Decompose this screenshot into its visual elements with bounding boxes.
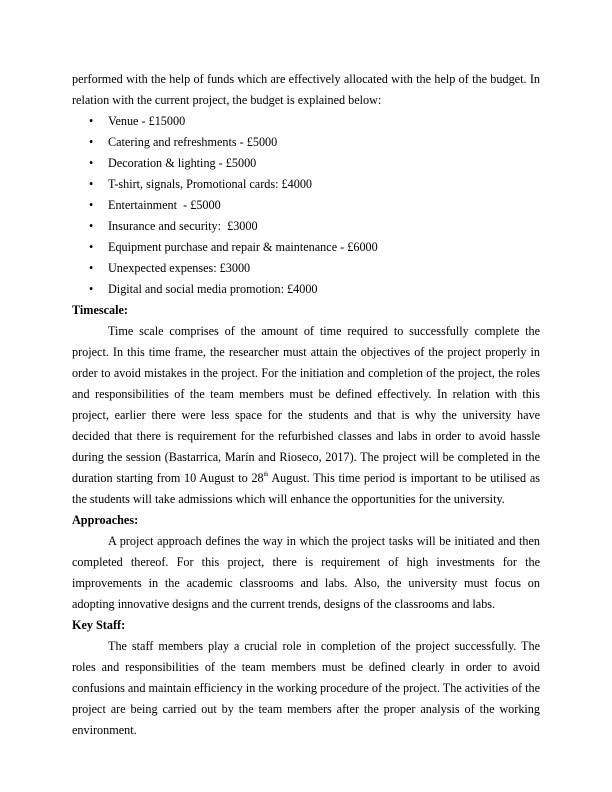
- timescale-heading: Timescale:: [72, 303, 128, 317]
- list-item: • Digital and social media promotion: £4000: [72, 279, 540, 300]
- bullet-icon: •: [89, 156, 94, 170]
- list-item: • T-shirt, signals, Promotional cards: £4000: [72, 174, 540, 195]
- approaches-heading: Approaches:: [72, 513, 139, 527]
- bullet-icon: •: [89, 240, 94, 254]
- bullet-icon: •: [89, 261, 94, 275]
- key-staff-heading: Key Staff:: [72, 618, 126, 632]
- list-item: • Unexpected expenses: £3000: [72, 258, 540, 279]
- key-staff-paragraph: The staff members play a crucial role in completion of the project successfully. The roles and responsibilities of the team members must be defined clearly in order to avoid confusions and maintain efficiency in the working procedure of the project. The activities of the project are being carried out by the team members after the proper analysis of the working environment.: [72, 639, 540, 737]
- bullet-icon: •: [89, 198, 94, 212]
- bullet-icon: •: [89, 135, 94, 149]
- budget-list: [72, 111, 540, 300]
- list-item: • Decoration & lighting - £5000: [72, 153, 540, 174]
- bullet-icon: •: [89, 114, 94, 128]
- bullet-icon: •: [89, 219, 94, 233]
- list-item: • Entertainment - £5000: [72, 195, 540, 216]
- approaches-paragraph: A project approach defines the way in which the project tasks will be initiated and then completed thereof. For this project, there is requirement of high investments for the improvements in the academic classrooms and labs. Also, the university must focus on adopting innovative designs and the current trends, designs of the classrooms and labs.: [72, 534, 540, 611]
- bullet-icon: •: [89, 177, 94, 191]
- timescale-paragraph: Time scale comprises of the amount of time required to successfully complete the project. In this time frame, the researcher must attain the objectives of the project properly in order to avoid mistakes in the project. For the initiation and completion of the project, the roles and responsibilities of the team members must be defined effectively. In relation with this project, earlier there were less space for the students and that is why the university have decided that there is requirement for the refurbished classes and labs in order to avoid hassle during the session (Bastarrica, Marín and Rioseco, 2017). The project will be completed in the duration starting from 10 August to 28th August. This time period is important to be utilised as the students will take admissions which will enhance the opportunities for the university.: [72, 324, 540, 506]
- ordinal-suffix: th: [263, 472, 269, 478]
- list-item: • Insurance and security: £3000: [72, 216, 540, 237]
- list-item: • Catering and refreshments - £5000: [72, 132, 540, 153]
- intro-paragraph: performed with the help of funds which are effectively allocated with the help of the budget. In relation with the current project, the budget is explained below:: [72, 72, 540, 107]
- list-item: • Equipment purchase and repair & maintenance - £6000: [72, 237, 540, 258]
- bullet-icon: •: [89, 282, 94, 296]
- list-item: • Venue - £15000: [72, 111, 540, 132]
